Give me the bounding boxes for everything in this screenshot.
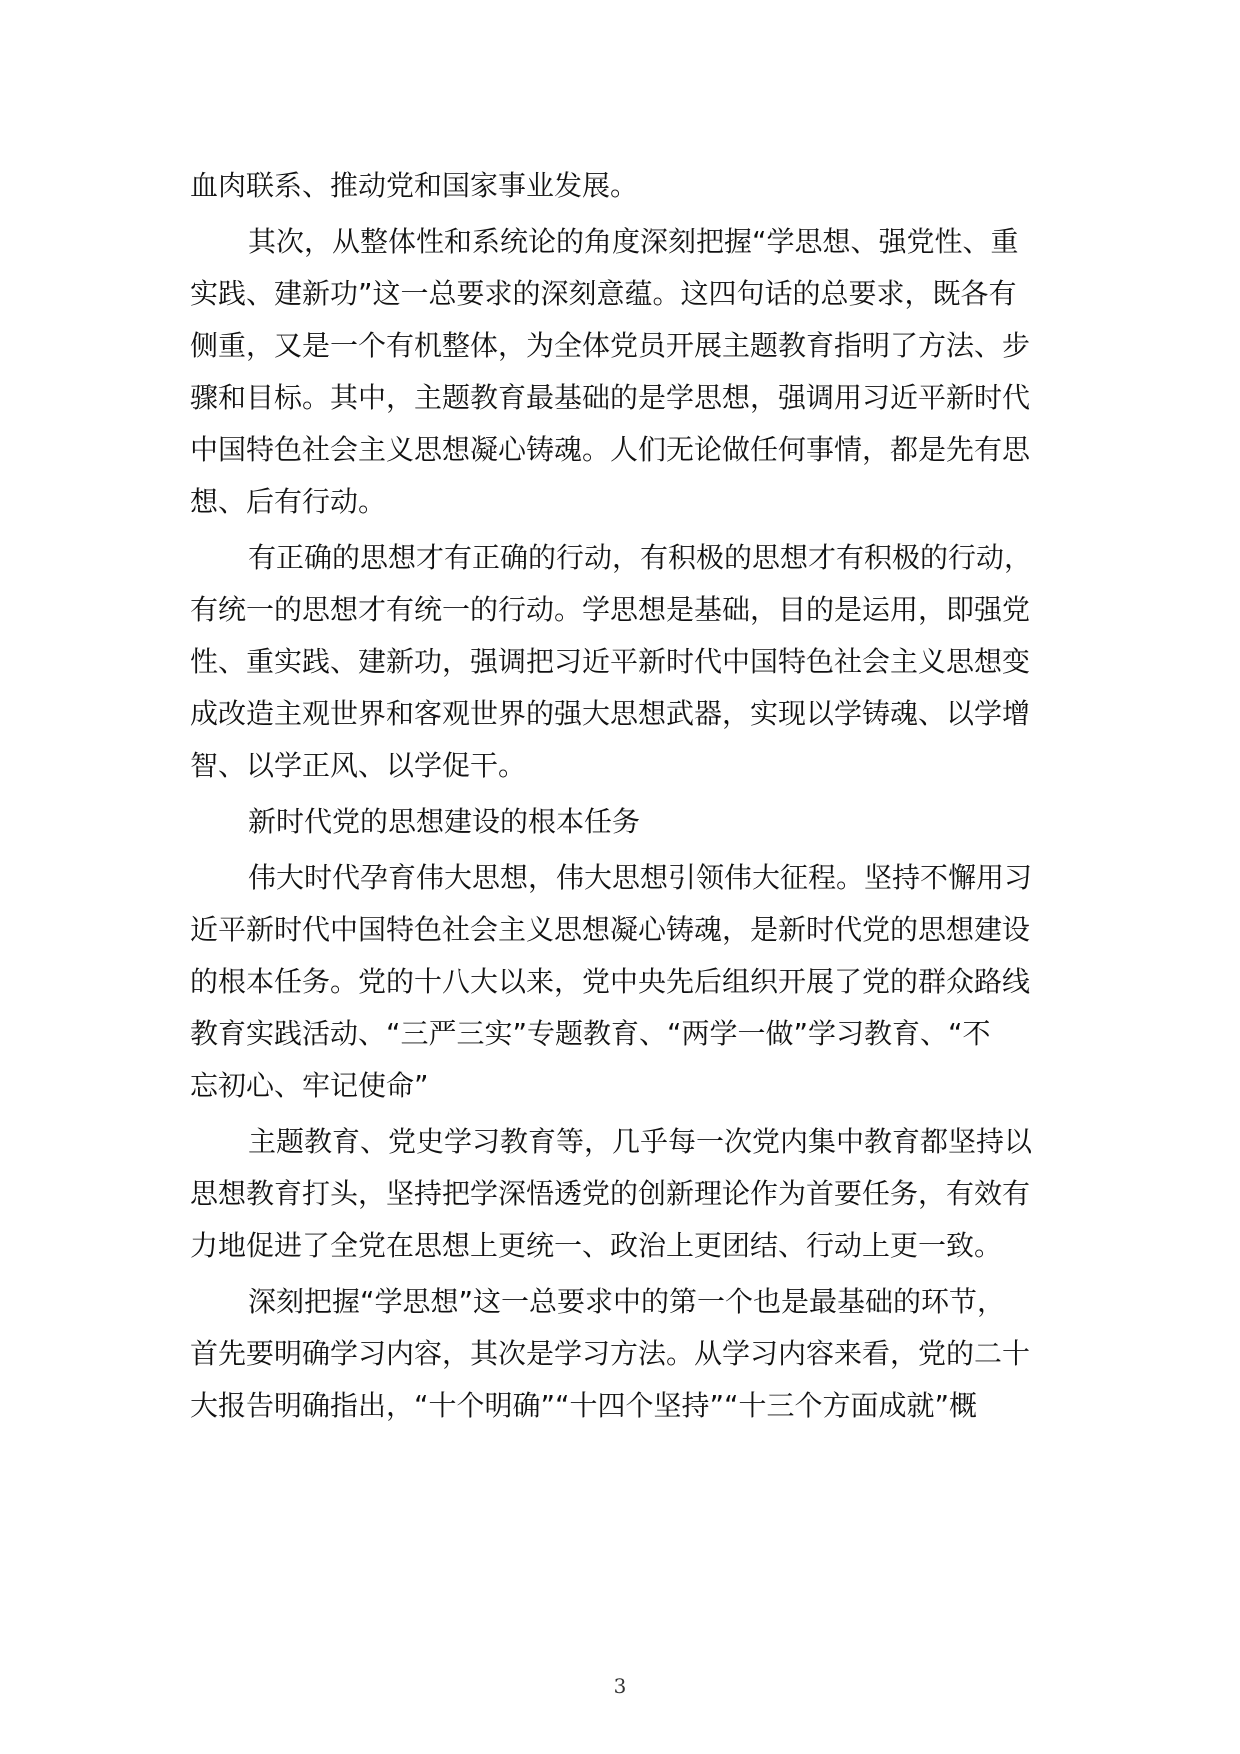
text-line: 教育实践活动、“三严三实”专题教育、“两学一做”学习教育、“不 [190, 1017, 991, 1050]
text-line: 的根本任务。党的十八大以来，党中央先后组织开展了党的群众路线 [190, 965, 1031, 998]
text-line: 新时代党的思想建设的根本任务 [248, 805, 641, 838]
paragraph [190, 532, 1070, 792]
text-line: 首先要明确学习内容，其次是学习方法。从学习内容来看，党的二十 [190, 1337, 1031, 1370]
text-line: 思想教育打头，坚持把学深悟透党的创新理论作为首要任务，有效有 [190, 1177, 1031, 1210]
text-line: 中国特色社会主义思想凝心铸魂。人们无论做任何事情，都是先有思 [190, 433, 1031, 466]
text-line: 伟大时代孕育伟大思想，伟大思想引领伟大征程。坚持不懈用习 [248, 861, 1033, 894]
paragraph [190, 160, 1070, 212]
text-line: 深刻把握“学思想”这一总要求中的第一个也是最基础的环节， [248, 1285, 1006, 1318]
text-line: 有正确的思想才有正确的行动，有积极的思想才有积极的行动， [248, 541, 1033, 574]
text-line: 主题教育、党史学习教育等，几乎每一次党内集中教育都坚持以 [248, 1125, 1033, 1158]
document-body [190, 160, 1070, 1432]
paragraph [190, 1116, 1070, 1272]
text-line: 有统一的思想才有统一的行动。学思想是基础，目的是运用，即强党 [190, 593, 1031, 626]
text-line: 其次，从整体性和系统论的角度深刻把握“学思想、强党性、重 [248, 225, 1019, 258]
text-line: 想、后有行动。 [190, 485, 387, 518]
text-line: 血肉联系、推动党和国家事业发展。 [190, 169, 639, 202]
text-line: 实践、建新功”这一总要求的深刻意蕴。这四句话的总要求，既各有 [190, 277, 1017, 310]
paragraph [190, 1276, 1070, 1432]
text-line: 性、重实践、建新功，强调把习近平新时代中国特色社会主义思想变 [190, 645, 1031, 678]
text-line: 侧重，又是一个有机整体，为全体党员开展主题教育指明了方法、步 [190, 329, 1031, 362]
text-line: 智、以学正风、以学促干。 [190, 749, 527, 782]
page-number: 3 [613, 1674, 627, 1698]
text-line: 近平新时代中国特色社会主义思想凝心铸魂，是新时代党的思想建设 [190, 913, 1031, 946]
paragraph [190, 852, 1070, 1112]
text-line: 力地促进了全党在思想上更统一、政治上更团结、行动上更一致。 [190, 1229, 1003, 1262]
text-line: 骤和目标。其中，主题教育最基础的是学思想，强调用习近平新时代 [190, 381, 1031, 414]
text-line: 大报告明确指出，“十个明确”“十四个坚持”“十三个方面成就”概 [190, 1389, 978, 1422]
paragraph [190, 216, 1070, 528]
paragraph [190, 796, 1070, 848]
text-line: 成改造主观世界和客观世界的强大思想武器，实现以学铸魂、以学增 [190, 697, 1031, 730]
text-line: 忘初心、牢记使命” [190, 1069, 429, 1102]
